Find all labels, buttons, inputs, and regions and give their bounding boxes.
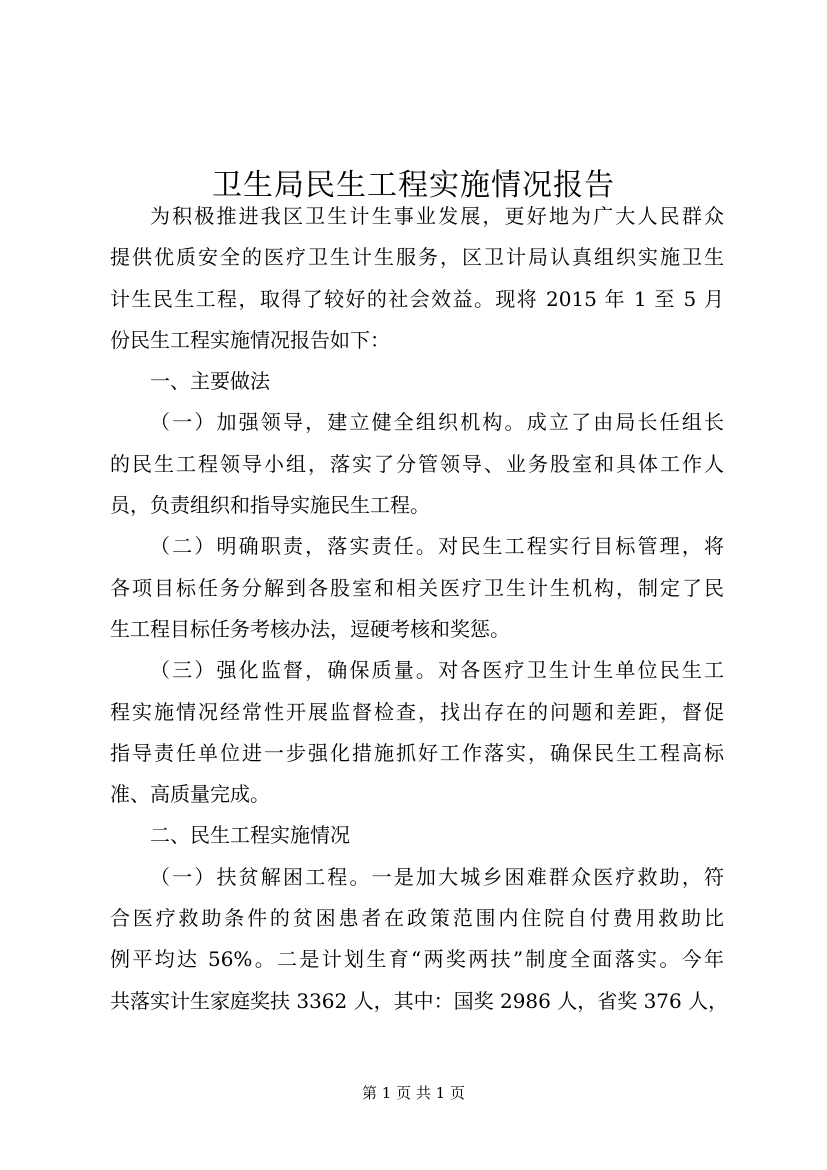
paragraph-line: 份民生工程实施情况报告如下： bbox=[110, 327, 390, 352]
paragraph-line: （三）强化监督，确保质量。对各医疗卫生计生单位民生工 bbox=[150, 658, 724, 683]
document-title: 卫生局民生工程实施情况报告 bbox=[212, 168, 615, 204]
section-heading: 二、民生工程实施情况 bbox=[150, 823, 350, 848]
paragraph-line: 计生民生工程，取得了较好的社会效益。现将 2015 年 1 至 5 月 bbox=[110, 286, 724, 311]
paragraph-line: （一）扶贫解困工程。一是加大城乡困难群众医疗救助，符 bbox=[150, 864, 724, 889]
document-body bbox=[110, 196, 729, 1022]
paragraph-line: 生工程目标任务考核办法，逗硬考核和奖惩。 bbox=[110, 616, 510, 641]
paragraph-line: 合医疗救助条件的贫困患者在政策范围内住院自付费用救助比 bbox=[110, 906, 724, 931]
section-heading: 一、主要做法 bbox=[150, 369, 270, 394]
paragraph-line: （一）加强领导，建立健全组织机构。成立了由局长任组长 bbox=[150, 410, 724, 435]
paragraph-line: 提供优质安全的医疗卫生计生服务，区卫计局认真组织实施卫生 bbox=[110, 245, 724, 270]
paragraph-line: 员，负责组织和指导实施民生工程。 bbox=[110, 493, 430, 518]
paragraph-line: 各项目标任务分解到各股室和相关医疗卫生计生机构，制定了民 bbox=[110, 575, 724, 600]
paragraph-line: （二）明确职责，落实责任。对民生工程实行目标管理，将 bbox=[150, 534, 724, 559]
paragraph-line: 例平均达 56%。二是计划生育“两奖两扶”制度全面落实。今年 bbox=[110, 947, 724, 972]
paragraph-line: 指导责任单位进一步强化措施抓好工作落实，确保民生工程高标 bbox=[110, 740, 724, 765]
paragraph-line: 准、高质量完成。 bbox=[110, 782, 270, 807]
paragraph-line: 的民生工程领导小组，落实了分管领导、业务股室和具体工作人 bbox=[110, 451, 724, 476]
paragraph-line: 共落实计生家庭奖扶 3362 人，其中：国奖 2986 人，省奖 376 人， bbox=[110, 988, 729, 1013]
paragraph-line: 为积极推进我区卫生计生事业发展，更好地为广大人民群众 bbox=[150, 204, 724, 228]
page-number-footer: 第 1 页 共 1 页 bbox=[362, 1084, 465, 1102]
paragraph-line: 程实施情况经常性开展监督检查，找出存在的问题和差距，督促 bbox=[110, 699, 724, 724]
